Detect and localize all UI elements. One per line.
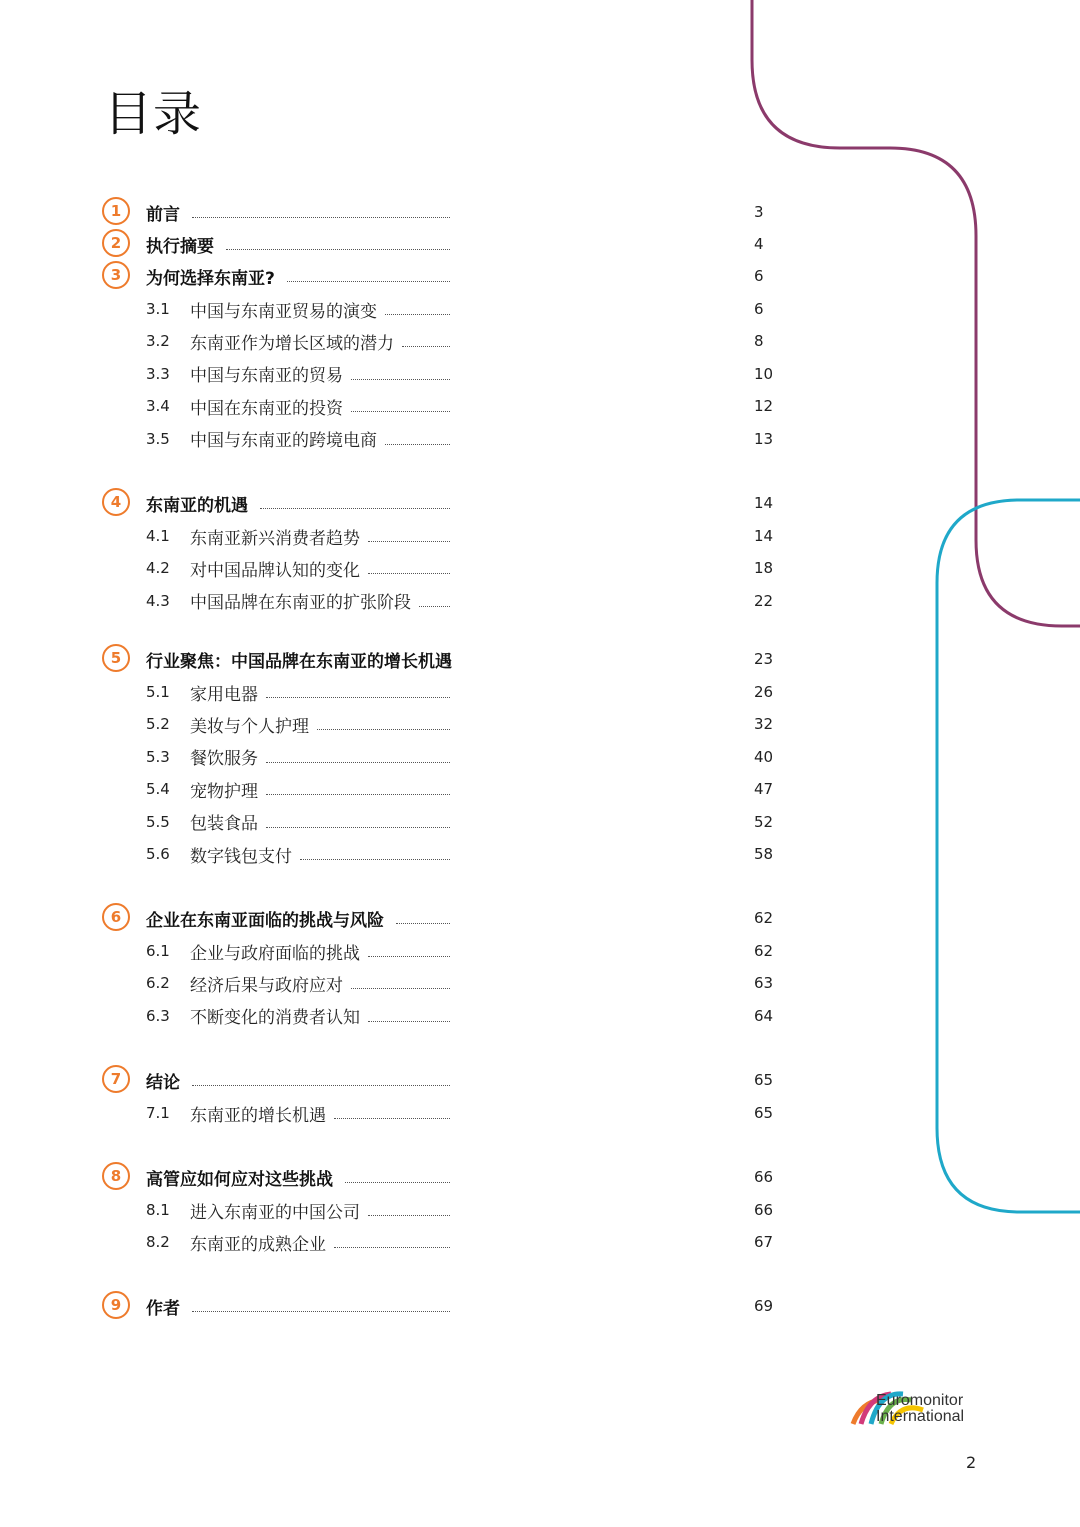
toc-page-number: 4 [754,235,764,253]
dotted-leader [266,697,450,698]
dotted-leader [345,1182,450,1183]
toc-subsection-number: 5.2 [146,715,170,734]
section-number-badge: 1 [102,197,130,225]
toc-subsection-number: 5.3 [146,747,170,766]
dotted-leader [287,281,450,282]
toc-section-title[interactable]: 高管应如何应对这些挑战 [146,1169,333,1190]
toc-page-number: 66 [754,1201,774,1219]
toc-section-title[interactable]: 作者 [146,1298,180,1319]
toc-subsection-number: 4.2 [146,559,170,578]
toc-page-number: 47 [754,780,774,799]
toc-page-number: 23 [754,650,774,668]
toc-section-title[interactable]: 企业在东南亚面临的挑战与风险 [146,910,384,931]
logo-line-1: Euromonitor [876,1392,964,1409]
toc-subsection-row[interactable] [0,326,780,356]
toc-section-row[interactable] [0,644,780,674]
dotted-leader [192,1085,450,1086]
toc-subsection-title[interactable]: 包装食品 [190,814,258,835]
toc-subsection-row[interactable] [0,586,780,616]
toc-section-row[interactable] [0,1162,780,1192]
toc-subsection-title[interactable]: 不断变化的消费者认知 [190,1008,360,1029]
toc-page-number: 8 [754,332,764,351]
toc-subsection-row[interactable] [0,359,780,389]
toc-page-number: 64 [754,1006,774,1025]
toc-subsection-number: 3.1 [146,300,170,318]
toc-subsection-row[interactable] [0,294,780,324]
toc-subsection-row[interactable] [0,742,780,772]
toc-page-number: 52 [754,812,774,831]
toc-page-number: 6 [754,267,764,285]
section-number-badge: 4 [102,488,130,516]
toc-page-number: 58 [754,845,774,863]
dotted-leader [368,541,450,542]
toc-page-number: 32 [754,715,774,734]
dotted-leader [351,988,450,989]
toc-subsection-number: 3.4 [146,397,170,416]
dotted-leader [334,1247,450,1248]
toc-subsection-row[interactable] [0,1001,780,1031]
toc-subsection-title[interactable]: 企业与政府面临的挑战 [190,943,360,964]
toc-subsection-row[interactable] [0,709,780,739]
dotted-leader [192,217,450,218]
section-number-badge: 6 [102,903,130,931]
toc-subsection-title[interactable]: 进入东南亚的中国公司 [190,1202,360,1223]
toc-subsection-number: 4.1 [146,527,170,545]
toc-page-number: 13 [754,429,774,448]
toc-subsection-row[interactable] [0,1195,780,1225]
dotted-leader [396,923,450,924]
toc-page-number: 66 [754,1168,774,1186]
toc-subsection-row[interactable] [0,1227,780,1257]
toc-subsection-row[interactable] [0,936,780,966]
toc-subsection-row[interactable] [0,553,780,583]
toc-section-row[interactable] [0,903,780,933]
dotted-leader [402,346,450,347]
section-number-badge: 3 [102,261,130,289]
toc-page-number: 67 [754,1233,774,1252]
toc-subsection-row[interactable] [0,521,780,551]
toc-page-number: 63 [754,974,774,993]
toc-page-number: 69 [754,1297,774,1315]
logo-line-2: International [876,1408,965,1425]
section-number-badge: 7 [102,1065,130,1093]
toc-subsection-number: 5.4 [146,780,170,799]
toc-subsection-row[interactable] [0,391,780,421]
toc-subsection-title[interactable]: 对中国品牌认知的变化 [190,560,360,581]
dotted-leader [334,1118,450,1119]
dotted-leader [317,729,450,730]
toc-section-row[interactable] [0,197,780,227]
page-number: 2 [966,1453,977,1472]
dotted-leader [368,1021,450,1022]
toc-section-title[interactable]: 结论 [146,1072,180,1093]
dotted-leader [300,859,450,860]
toc-page-number: 6 [754,300,764,318]
toc-subsection-number: 3.3 [146,364,170,383]
toc-page-number: 18 [754,559,774,578]
toc-subsection-number: 5.5 [146,812,170,831]
section-number-badge: 9 [102,1291,130,1319]
toc-section-title[interactable]: 行业聚焦：中国品牌在东南亚的增长机遇 [146,651,452,672]
toc-subsection-title[interactable]: 数字钱包支付 [190,846,292,867]
toc-subsection-number: 5.1 [146,683,170,701]
toc-subsection-number: 6.1 [146,942,170,960]
toc-section-row[interactable] [0,1291,780,1321]
toc-page-number: 22 [754,591,774,610]
dotted-leader [385,314,450,315]
toc-subsection-row[interactable] [0,968,780,998]
dotted-leader [266,827,450,828]
toc-subsection-title[interactable]: 餐饮服务 [190,749,258,770]
toc-subsection-title[interactable]: 家用电器 [190,684,258,705]
toc-page-number: 3 [754,203,764,221]
toc-subsection-row[interactable] [0,1098,780,1128]
toc-subsection-title[interactable]: 宠物护理 [190,781,258,802]
toc-subsection-number: 3.5 [146,429,170,448]
toc-subsection-title[interactable]: 中国与东南亚的贸易 [190,366,343,387]
toc-section-row[interactable] [0,229,780,259]
toc-section-title[interactable]: 为何选择东南亚? [146,268,275,289]
dotted-leader [266,762,450,763]
toc-subsection-title[interactable]: 东南亚的增长机遇 [190,1105,326,1126]
section-number-badge: 5 [102,644,130,672]
toc-page-number: 10 [754,364,774,383]
dotted-leader [368,573,450,574]
toc-subsection-title[interactable]: 东南亚作为增长区域的潜力 [190,333,394,354]
toc-subsection-row[interactable] [0,774,780,804]
dotted-leader [351,411,450,412]
section-number-badge: 2 [102,229,130,257]
toc-subsection-row[interactable] [0,677,780,707]
toc-page-number: 14 [754,494,774,512]
logo-text [876,1393,964,1425]
section-number-badge: 8 [102,1162,130,1190]
page-title: 目录 [104,86,203,142]
toc-subsection-number: 8.2 [146,1233,170,1252]
dotted-leader [368,956,450,957]
toc-section-title[interactable]: 东南亚的机遇 [146,495,248,516]
toc-section-row[interactable] [0,261,780,291]
toc-subsection-row[interactable] [0,839,780,869]
toc-page-number: 65 [754,1071,774,1089]
toc-subsection-title[interactable]: 中国与东南亚贸易的演变 [190,301,377,322]
toc-subsection-number: 5.6 [146,845,170,863]
toc-subsection-row[interactable] [0,807,780,837]
toc-page-number: 26 [754,683,774,701]
toc-subsection-title[interactable]: 美妆与个人护理 [190,716,309,737]
toc-section-row[interactable] [0,1065,780,1095]
toc-subsection-number: 4.3 [146,591,170,610]
toc-section-title[interactable]: 前言 [146,204,180,225]
dotted-leader [192,1311,450,1312]
dotted-leader [351,379,450,380]
toc-page-number: 62 [754,942,774,960]
toc-subsection-title[interactable]: 东南亚新兴消费者趋势 [190,528,360,549]
dotted-leader [419,606,450,607]
toc-subsection-title[interactable]: 中国与东南亚的跨境电商 [190,431,377,452]
toc-page-number: 40 [754,747,774,766]
toc-subsection-number: 3.2 [146,332,170,351]
toc-section-row[interactable] [0,488,780,518]
toc-subsection-number: 7.1 [146,1104,170,1122]
toc-subsection-title[interactable]: 东南亚的成熟企业 [190,1234,326,1255]
toc-page-number: 12 [754,397,774,416]
toc-subsection-row[interactable] [0,424,780,454]
toc-page-number: 65 [754,1104,774,1122]
dotted-leader [226,249,450,250]
toc-page-number: 62 [754,909,774,927]
toc-subsection-number: 6.2 [146,974,170,993]
toc-subsection-title[interactable]: 中国品牌在东南亚的扩张阶段 [190,593,411,614]
dotted-leader [260,508,450,509]
toc-subsection-title[interactable]: 经济后果与政府应对 [190,975,343,996]
dotted-leader [368,1215,450,1216]
dotted-leader [266,794,450,795]
dotted-leader [385,444,450,445]
toc-subsection-number: 8.1 [146,1201,170,1219]
toc-subsection-title[interactable]: 中国在东南亚的投资 [190,398,343,419]
toc-section-title[interactable]: 执行摘要 [146,236,214,257]
toc-subsection-number: 6.3 [146,1006,170,1025]
toc-page-number: 14 [754,527,774,545]
